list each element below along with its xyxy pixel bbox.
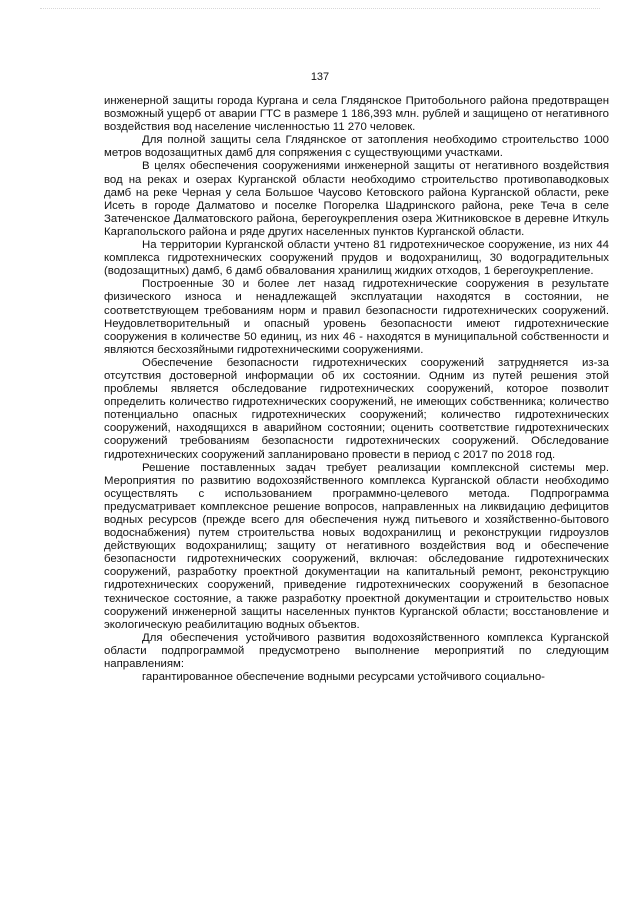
paragraph-last-line: гарантированное обеспечение водными ресурсами устойчивого социально-: [142, 671, 545, 684]
paragraph: Для полной защиты села Глядянское от затопления необходимо строительство 1000 метров водозащитных дамб для сопряжения с существующими участками.: [104, 134, 609, 160]
paragraph: Обеспечение безопасности гидротехнических сооружений затрудняется из-за отсутствия достоверной информации об их состоянии. Одним из путей решения этой проблемы является обследование гидротехнических сооружений, которое позволит определить количество гидротехнических сооружений, не имеющих собственника; количество потенциально опасных гидротехнических сооружений; количество гидротехнических сооружений, находящихся в аварийном состоянии; оценить соответствие гидротехнических сооружений требованиям безопасности гидротехнических сооружений. Обследование гидротехнических сооружений запланировано провести в период с 2017 по 2018 год.: [104, 356, 609, 461]
document-body: [104, 95, 609, 684]
page-number: 137: [310, 71, 330, 83]
paragraph: На территории Курганской области учтено 81 гидротехническое сооружение, из них 44 комплекса гидротехнических сооружений прудов и водохранилищ, 30 водоградительных (водозащитных) дамб, 6 дамб обвалования хранилищ жидких отходов, 1 берегоукрепление.: [104, 239, 609, 278]
paragraph: инженерной защиты города Кургана и села Глядянское Притобольного района предотвращен возможный ущерб от аварии ГТС в размере 1 186,393 млн. рублей и защищено от негативного воздействия вод население численностью 11 270 человек.: [104, 95, 609, 134]
paragraph: Для обеспечения устойчивого развития водохозяйственного комплекса Курганской области подпрограммой предусмотрено выполнение мероприятий по следующим направлениям:: [104, 631, 609, 671]
paragraph: Построенные 30 и более лет назад гидротехнические сооружения в результате физического износа и ненадлежащей эксплуатации находятся в состоянии, не соответствующем требованиям норм и правил безопасности гидротехнических сооружений. Неудовлетворительный и опасный уровень безопасности имеют гидротехнические сооружения в количестве 50 единиц, из них 46 - находятся в муниципальной собственности и являются бесхозяйными гидротехническими сооружениями.: [104, 278, 609, 356]
paragraph: Решение поставленных задач требует реализации комплексной системы мер. Мероприятия по развитию водохозяйственного комплекса Курганской области необходимо осуществлять с использованием программно-целевого метода. Подпрограмма предусматривает комплексное решение вопросов, направленных на ликвидацию дефицитов водных ресурсов (прежде всего для обеспечения нужд питьевого и хозяйственно-бытового водоснабжения) путем строительства новых водохранилищ и реконструкции гидроузлов действующих водохранилищ; защиту от негативного воздействия вод и обеспечение безопасности гидротехнических сооружений, включая: обследование гидротехнических сооружений, разработку проектной документации на капитальный ремонт, реконструкцию гидротехнических сооружений, приведение гидротехнических сооружений в безопасное техническое состояние, а также разработку проектной документации и строительство новых сооружений инженерной защиты населенных пунктов Курганской области; восстановление и экологическую реабилитацию водных объектов.: [104, 461, 609, 631]
scan-artifact-line: [40, 8, 600, 11]
paragraph: В целях обеспечения сооружениями инженерной защиты от негативного воздействия вод на реках и озерах Курганской области необходимо строительство противопаводковых дамб на реке Черная у села Большое Чаусово Кетовского района Курганской области, реке Исеть в городе Далматово и поселке Погорелка Шадринского района, реке Теча в селе Затеченское Далматовского района, берегоукрепления озера Житниковское в деревне Иткуль Каргапольского района и ряде других населенных пунктов Курганской области.: [104, 160, 609, 238]
